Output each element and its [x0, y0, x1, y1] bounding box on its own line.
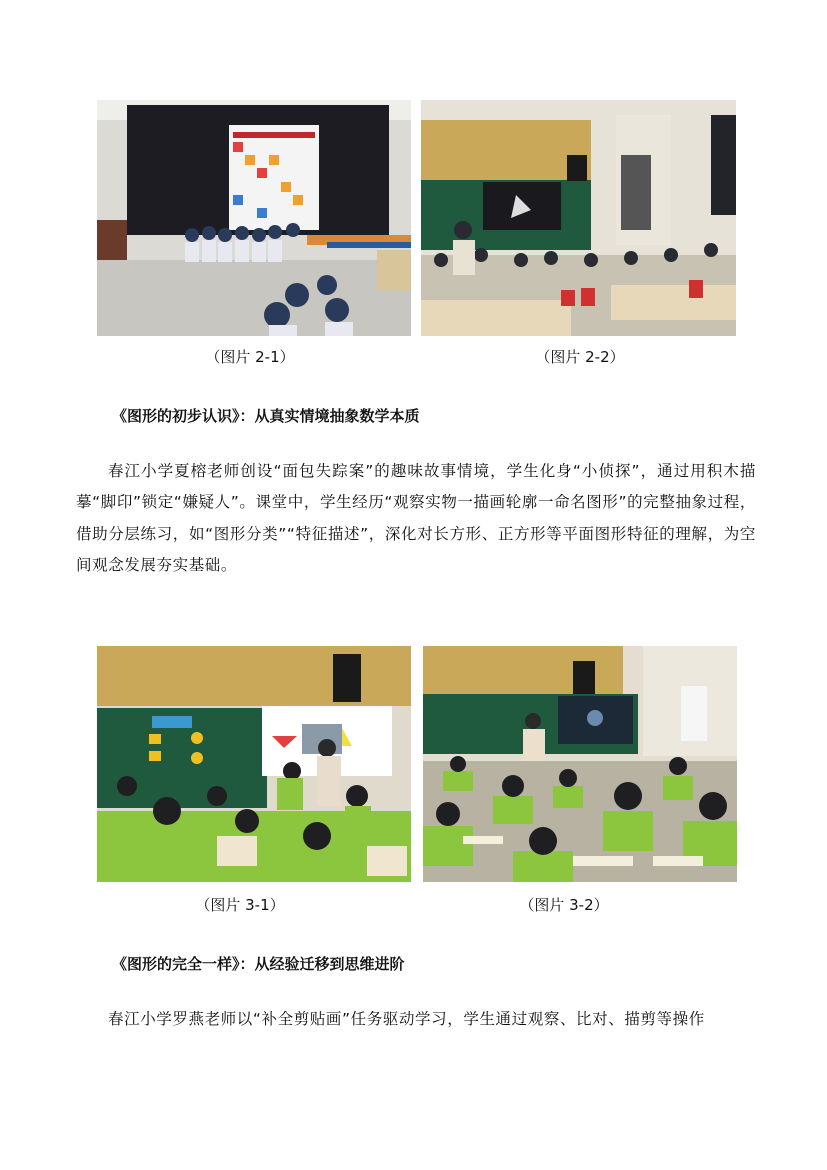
photo-2-1 — [97, 100, 411, 336]
caption-3-1: （图片 3-1） — [195, 896, 285, 914]
caption-2-2: （图片 2-2） — [535, 348, 625, 366]
caption-3-2: （图片 3-2） — [519, 896, 609, 914]
section-paragraph-2: 春江小学罗燕老师以“补全剪贴画”任务驱动学习，学生通过观察、比对、描剪等操作 — [108, 1010, 705, 1028]
section-heading-2: 《图形的完全一样》：从经验迁移到思维进阶 — [112, 955, 405, 973]
photo-2-2 — [421, 100, 736, 336]
photo-3-1 — [97, 646, 411, 882]
section-heading-1: 《图形的初步认识》：从真实情境抽象数学本质 — [112, 407, 420, 425]
section-paragraph-1: 春江小学夏榕老师创设“面包失踪案”的趣味故事情境，学生化身“小侦探”，通过用积木描摹“脚印”锁定“嫌疑人”。课堂中，学生经历“观察实物一描画轮廓一命名图形”的完整抽象过程，借助分层练习，如“图形分类”“特征描述”，深化对长方形、正方形等平面图形特征的理解，为空间观念发展夯实基础。 — [76, 462, 756, 574]
photo-3-2 — [423, 646, 737, 882]
caption-2-1: （图片 2-1） — [205, 348, 295, 366]
